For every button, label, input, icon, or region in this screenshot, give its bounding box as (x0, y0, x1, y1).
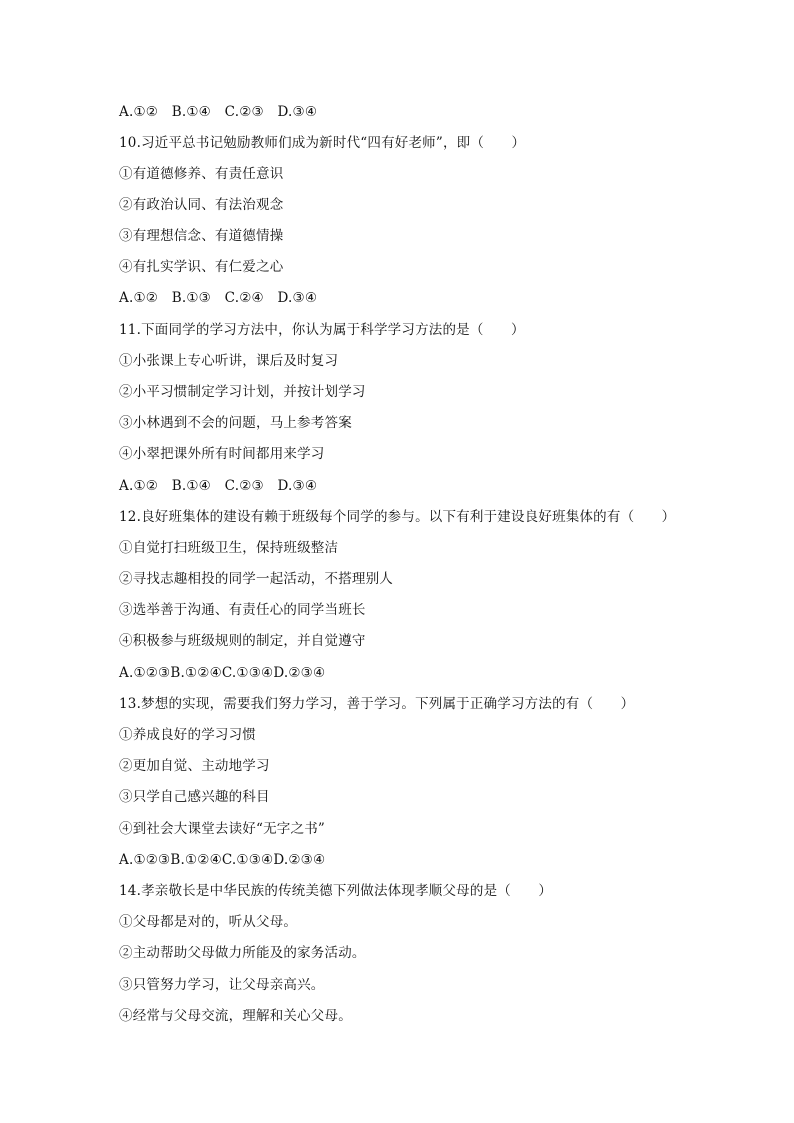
q9-options: A.①② B.①④ C.②③ D.③④ (119, 104, 318, 120)
q11-item-4: ④小翠把课外所有时间都用来学习 (119, 446, 325, 462)
q14-item-2: ②主动帮助父母做力所能及的家务活动。 (119, 945, 366, 961)
q10-options: A.①② B.①③ C.②④ D.③④ (119, 290, 318, 306)
q10-item-2: ②有政治认同、有法治观念 (119, 197, 284, 213)
q13-item-2: ②更加自觉、主动地学习 (119, 758, 270, 774)
q12-item-4: ④积极参与班级规则的制定，并自觉遵守 (119, 633, 366, 649)
q11-stem: 11.下面同学的学习方法中，你认为属于科学学习方法的是（ ） (119, 322, 525, 338)
q10-stem: 10.习近平总书记勉励教师们成为新时代“四有好老师”，即（ ） (119, 135, 526, 151)
q12-options: A.①②③B.①②④C.①③④D.②③④ (119, 665, 326, 681)
q11-options: A.①② B.①④ C.②③ D.③④ (119, 478, 318, 494)
q13-stem: 13.梦想的实现，需要我们努力学习，善于学习。下列属于正确学习方法的有（ ） (119, 696, 635, 712)
q10-item-4: ④有扎实学识、有仁爱之心 (119, 259, 284, 275)
q13-item-3: ③只学自己感兴趣的科目 (119, 789, 270, 805)
q12-item-2: ②寻找志趣相投的同学一起活动，不搭理别人 (119, 571, 393, 587)
q11-item-3: ③小林遇到不会的问题，马上参考答案 (119, 415, 352, 431)
q12-stem: 12.良好班集体的建设有赖于班级每个同学的参与。以下有利于建设良好班集体的有（ ） (119, 509, 676, 525)
q10-item-1: ①有道德修养、有责任意识 (119, 166, 284, 182)
q10-item-3: ③有理想信念、有道德情操 (119, 228, 284, 244)
q13-item-1: ①养成良好的学习习惯 (119, 727, 256, 743)
q12-item-3: ③选举善于沟通、有责任心的同学当班长 (119, 602, 366, 618)
q13-item-4: ④到社会大课堂去读好“无字之书” (119, 821, 326, 837)
q14-item-4: ④经常与父母交流，理解和关心父母。 (119, 1008, 352, 1024)
q14-stem: 14.孝亲敬长是中华民族的传统美德下列做法体现孝顺父母的是（ ） (119, 883, 553, 899)
q12-item-1: ①自觉打扫班级卫生，保持班级整洁 (119, 540, 339, 556)
q14-item-1: ①父母都是对的，听从父母。 (119, 914, 298, 930)
q14-item-3: ③只管努力学习，让父母亲高兴。 (119, 977, 325, 993)
q11-item-2: ②小平习惯制定学习计划，并按计划学习 (119, 384, 366, 400)
q13-options: A.①②③B.①②④C.①③④D.②③④ (119, 852, 326, 868)
q11-item-1: ①小张课上专心听讲，课后及时复习 (119, 353, 339, 369)
